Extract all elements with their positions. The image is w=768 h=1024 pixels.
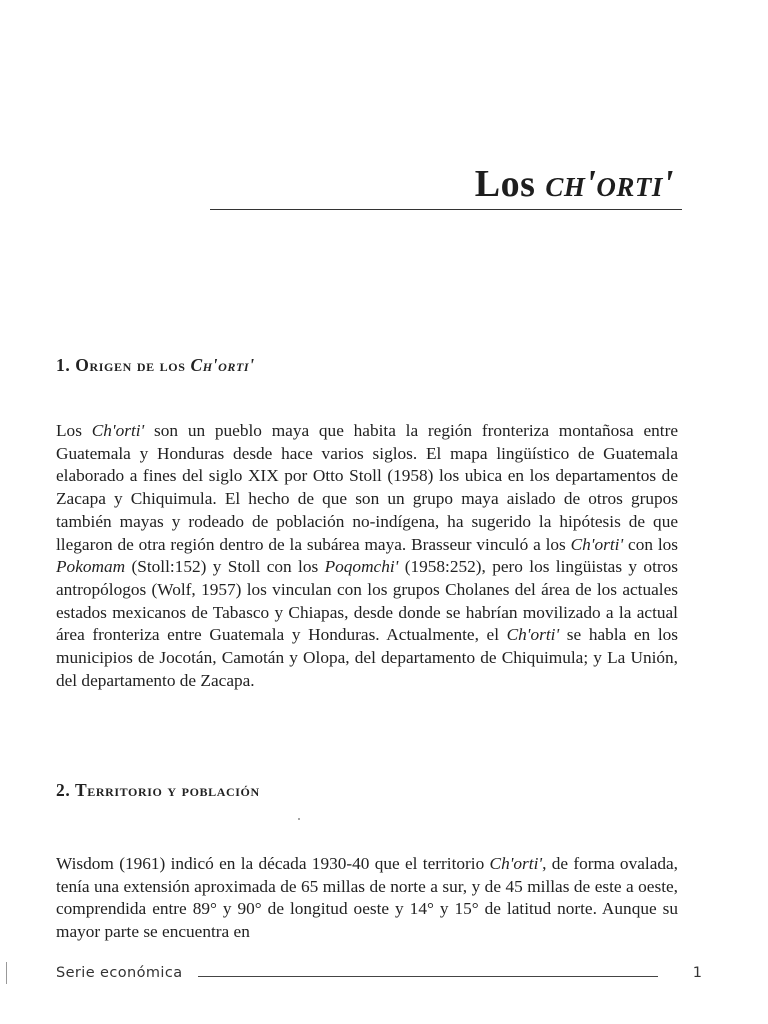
text-run: (Stoll:152) y Stoll con los — [125, 557, 325, 577]
page-number: 1 — [692, 965, 702, 981]
text-run: (1958:252), pero los lingüistas y otros antropólogos (Wolf, 1957) los vinculan con los grupos Cholanes del área de los actuales estados mexicanos de Tabasco y Chiapas, desde donde se habrían movilizado a la actual área fronteriza entre Guatemala y Honduras. Actualmente, el — [56, 557, 678, 645]
footer-rule — [198, 976, 658, 977]
text-run: , de forma ovalada, tenía una extensión aproximada de 65 millas de norte a sur, y de 45 millas de este a oeste, comprendida entre 89° y 90° de longitud oeste y 14° y 15° de latitud norte. Aunque su mayor parte se encuentra en — [56, 854, 678, 942]
page-footer — [56, 965, 702, 989]
italic-term: Poqomchi' — [324, 557, 399, 577]
section-heading-1-italic: Ch'orti' — [190, 355, 255, 375]
section-heading-1 — [56, 355, 255, 376]
section-heading-2-text: 2. Territorio y población — [56, 780, 260, 800]
section-2-paragraph — [56, 853, 678, 944]
italic-term: Ch'orti' — [506, 625, 560, 645]
section-heading-1-text: 1. Origen de los — [56, 355, 191, 375]
italic-term: Ch'orti' — [91, 421, 145, 440]
scan-edge-mark — [6, 962, 7, 984]
title-underline — [210, 209, 682, 210]
text-run: Wisdom (1961) indicó en la década 1930-40 que el territorio — [56, 854, 490, 873]
footer-series-label: Serie económica — [56, 965, 183, 981]
chapter-title-prefix: Los — [474, 163, 546, 205]
scan-speck — [298, 818, 300, 820]
italic-term: Pokomam — [56, 557, 126, 577]
text-run: Los — [56, 421, 92, 440]
italic-term: Ch'orti' — [489, 854, 543, 873]
chapter-title — [475, 162, 674, 206]
section-heading-2 — [56, 780, 260, 801]
chapter-title-italic: ch'orti' — [545, 163, 674, 205]
italic-term: Ch'orti' — [570, 534, 624, 554]
text-run: con los — [623, 534, 678, 554]
text-run: son un pueblo maya que habita la región fronteriza montañosa entre Guatemala y Honduras desde hace varios siglos. El mapa lingüístico de Guatemala elaborado a fines del siglo XIX por Otto Stoll (1958) los ubica en los departamentos de Zacapa y Chiquimula. El hecho de que son un grupo maya aislado de otros grupos también mayas y rodeado de población no-indígena, ha sugerido la hipótesis de que llegaron de otra región dentro de la subárea maya. Brasseur vinculó a los — [56, 421, 678, 554]
text-run: se habla en los municipios de Jocotán, Camotán y Olopa, del departamento de Chiquimula; y La Unión, del departamento de Zacapa. — [56, 625, 678, 690]
section-1-paragraph — [56, 420, 678, 692]
